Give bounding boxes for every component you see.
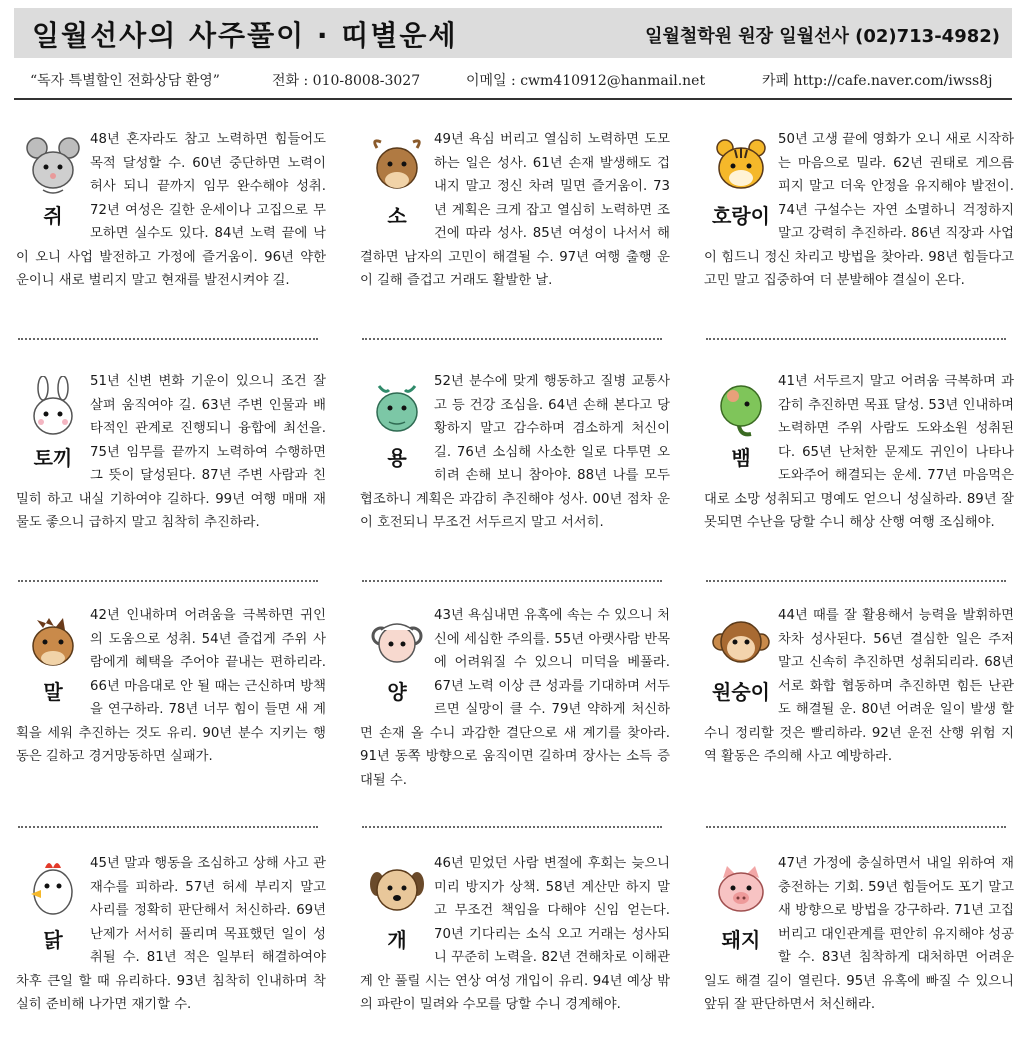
page-title: 일월선사의 사주풀이 · 띠별운세	[32, 19, 458, 52]
email-text: 이메일 : cwm410912@hanmail.net	[466, 73, 706, 89]
animal-name: 양	[387, 680, 407, 704]
divider	[706, 338, 1006, 340]
contact-bar	[14, 66, 1012, 92]
animal-name: 용	[387, 446, 407, 470]
top-rule	[14, 98, 1012, 100]
fortune-text: 51년 신변 변화 기운이 있으니 조건 잘 살펴 움직여야 길. 63년 주변 인물과 배타적인 관계로 진행되니 융합에 최선을. 75년 임무를 끝까지 노력하여 수행하면 그 뜻이 달성된다. 87년 주변 사람과 친밀히 하고 내실 기하여야 길하다. 99년 여행 매매 재물도 좋으니 급하지 말고 침착히 추진하라.	[16, 374, 326, 530]
animal-name: 소	[387, 204, 407, 228]
cafe-link[interactable]: 카페 http://cafe.naver.com/iwss8j	[762, 73, 993, 89]
divider	[18, 338, 318, 340]
fortune-text: 43년 욕심내면 유혹에 속는 수 있으니 처신에 세심한 주의를. 55년 아랫사람 반목에 어려워질 수 있으니 미덕을 베풀라. 67년 노력 이상 큰 성과를 기대하며 서두르면 실망이 클 수. 79년 약하게 처신하면 손재 올 수니 과감한 결단으로 새 계기를 찾아라. 91년 동쪽 방향으로 움직이면 길하며 장사는 소득 증대될 수.	[360, 608, 670, 788]
author-credit: 일월철학원 원장 일월선사 (02)713-4982)	[645, 26, 1000, 47]
animal-name: 토끼	[33, 446, 73, 470]
divider	[362, 580, 662, 582]
animal-name: 개	[387, 928, 407, 952]
divider	[706, 580, 1006, 582]
animal-name: 뱀	[731, 446, 751, 470]
fortune-text: 41년 서두르지 말고 어려움 극복하며 과감히 추진하면 목표 달성. 53년 인내하며 노력하면 주위 사람도 도와소원 성취된다. 65년 난처한 문제도 귀인이 나타나 도와주어 해결되는 운세. 77년 마음먹은 대로 소망 성취되고 명예도 얻으니 성실하라. 89년 잘못되면 수난을 당할 수니 해상 산행 여행 조심해야.	[704, 374, 1014, 530]
header-banner	[14, 8, 1012, 58]
fortune-text: 47년 가정에 충실하면서 내일 위하여 재충전하는 기회. 59년 힘들어도 포기 말고 새 방향으로 방법을 강구하라. 71년 고집 버리고 대인관계를 편안히 유지해야 성공할 수. 83년 침착하게 대처하면 어려운 일도 해결 길이 열린다. 95년 유혹에 빠질 수 있으니 앞뒤 잘 판단하면서 처신해라.	[704, 856, 1014, 1012]
divider	[18, 580, 318, 582]
divider	[362, 338, 662, 340]
animal-name: 말	[43, 680, 63, 704]
fortune-text: 50년 고생 끝에 영화가 오니 새로 시작하는 마음으로 밀라. 62년 권태로 게으름 피지 말고 더욱 안정을 유지해야 발전이. 74년 구설수는 자연 소멸하니 걱정하지 말고 강력히 추진하라. 86년 직장과 사업이 힘드니 정신 차리고 방법을 찾아라. 98년 힘들다고 고민 말고 집중하여 더 분발해야 결실이 온다.	[704, 132, 1014, 288]
animal-name: 원숭이	[712, 680, 770, 704]
fortune-text: 48년 혼자라도 참고 노력하면 힘들어도 목적 달성할 수. 60년 중단하면 노력이 허사 되니 끝까지 임무 완수해야 성취. 72년 여성은 길한 운세이나 고집으로 무모하면 실수도 있다. 84년 노력 끝에 낙이 오니 사업 발전하고 가정에 즐거움이. 96년 약한 운이니 새로 벌리지 말고 현재를 발전시켜야 길.	[16, 132, 326, 288]
fortune-text: 42년 인내하며 어려움을 극복하면 귀인의 도움으로 성취. 54년 즐겁게 주위 사람에게 혜택을 주어야 끝내는 편하리라. 66년 마음대로 안 될 때는 근신하며 방책을 연구하라. 78년 너무 힘이 들면 새 계획을 세워 추진하는 것도 유리. 90년 분수 지키는 행동은 길하고 경거망동하면 실패가.	[16, 608, 326, 764]
fortune-text: 46년 믿었던 사람 변절에 후회는 늦으니 미리 방지가 상책. 58년 계산만 하지 말고 무조건 책임을 다해야 신임 얻는다. 70년 기다리는 소식 오고 거래는 성사되니 꾸준히 노력을. 82년 견해차로 이해관계 안 풀릴 시는 연상 여성 개입이 유리. 94년 예상 밖의 파란이 밀려와 수모를 당할 수니 경계해야.	[360, 856, 670, 1012]
animal-name: 닭	[43, 928, 63, 952]
divider	[18, 826, 318, 828]
divider	[706, 826, 1006, 828]
fortune-text: 45년 말과 행동을 조심하고 상해 사고 관재수를 피하라. 57년 허세 부리지 말고 사리를 정확히 판단해서 처신하라. 69년 난제가 서서히 풀리며 목표했던 일이 성취될 수. 81년 적은 일부터 해결하여야 차후 큰일 할 때 유리하다. 93년 침착히 인내하며 착실히 준비해 나가면 재기할 수.	[16, 856, 326, 1012]
fortune-text: 44년 때를 잘 활용해서 능력을 발휘하면 차차 성사된다. 56년 결심한 일은 주저 말고 신속히 추진하면 성취되리라. 68년 서로 화합 협동하며 추진하면 힘든 난관도 해결될 운. 80년 어려운 일이 발생 할 수니 정리할 것은 빨리하라. 92년 운전 산행 위험 지역 활동은 주의해 사고 예방하라.	[704, 608, 1014, 764]
fortune-text: 49년 욕심 버리고 열심히 노력하면 도모하는 일은 성사. 61년 손재 발생해도 겁내지 말고 정신 차려 밀면 즐거움이. 73년 계획은 크게 잡고 열심히 노력하면 조건에 따라 성사. 85년 여성이 나서서 해결하면 남자의 고민이 해결될 수. 97년 여행 출행 운이 길해 즐겁고 거래도 활발한 날.	[360, 132, 670, 288]
animal-name: 쥐	[43, 204, 63, 228]
animal-name: 돼지	[721, 928, 761, 952]
divider	[362, 826, 662, 828]
promo-text: “독자 특별할인 전화상담 환영”	[30, 73, 220, 89]
animal-name: 호랑이	[712, 204, 770, 228]
fortune-text: 52년 분수에 맞게 행동하고 질병 교통사고 등 건강 조심을. 64년 손해 본다고 당황하지 말고 감수하며 겸소하게 처신이 길. 76년 소심해 사소한 일로 다투면 오히려 손해 보니 참아야. 88년 나를 모두 협조하니 계획은 과감히 추진해야 성사. 00년 점차 운이 호전되니 무조건 서두르지 말고 서서히.	[360, 374, 670, 530]
phone-text: 전화 : 010-8008-3027	[272, 73, 421, 89]
